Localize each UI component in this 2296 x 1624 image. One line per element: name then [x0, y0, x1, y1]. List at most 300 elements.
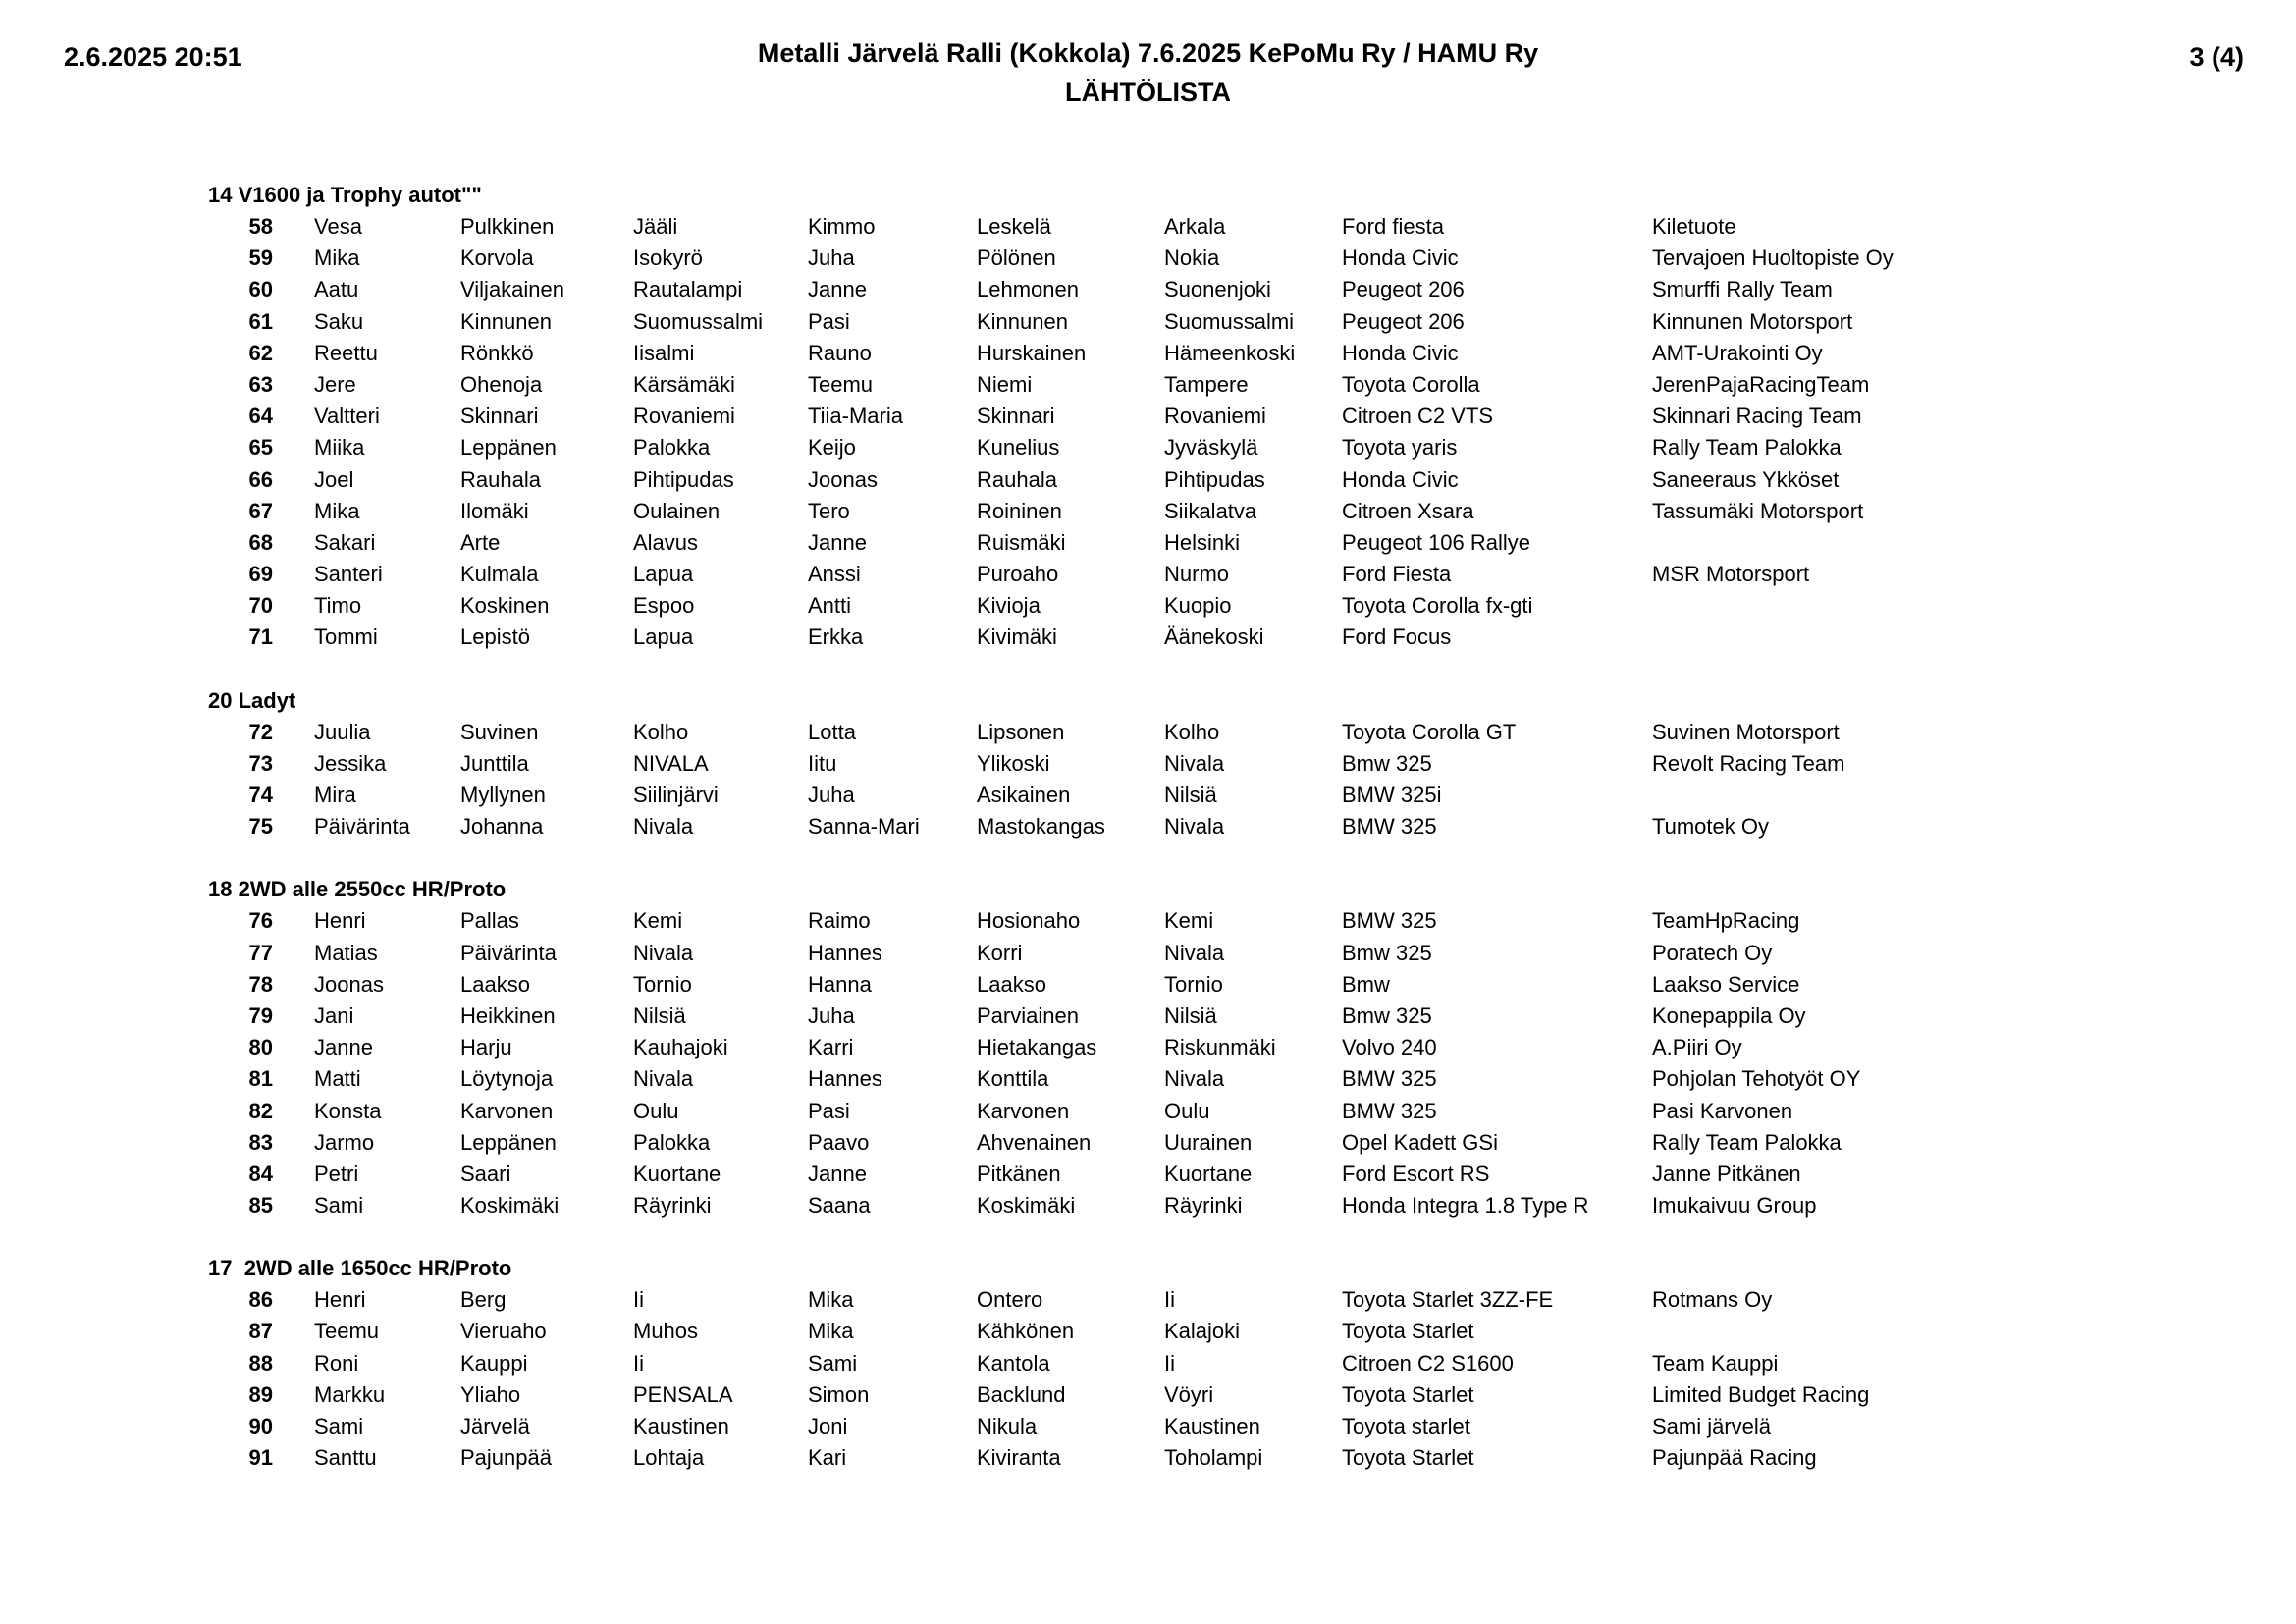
codriver-first-name: Rauno [808, 340, 872, 365]
start-number: 65 [248, 435, 273, 460]
class-heading: 14 V1600 ja Trophy autot"" [208, 183, 482, 207]
entry-row [0, 243, 2296, 274]
car-model: Toyota Starlet [1342, 1319, 1474, 1344]
entry-row [0, 1411, 2296, 1442]
entry-row [0, 1348, 2296, 1380]
driver-first-name: Vesa [314, 214, 362, 239]
codriver-hometown: Kuopio [1164, 593, 1232, 619]
codriver-hometown: Tornio [1164, 971, 1223, 997]
codriver-last-name: Korri [977, 940, 1023, 965]
driver-last-name: Myllynen [460, 783, 546, 807]
codriver-last-name: Puroaho [977, 562, 1059, 587]
codriver-hometown: Kuortane [1164, 1161, 1253, 1186]
start-number: 60 [248, 277, 273, 302]
driver-last-name: Kinnunen [460, 308, 552, 334]
team-name: Tervajoen Huoltopiste Oy [1652, 245, 1894, 271]
driver-first-name: Päivärinta [314, 814, 410, 839]
team-name: Janne Pitkänen [1652, 1161, 1801, 1186]
entry-row [0, 306, 2296, 338]
start-number: 74 [248, 783, 273, 807]
driver-first-name: Reettu [314, 340, 378, 365]
driver-last-name: Koskinen [460, 593, 550, 619]
car-model: Peugeot 206 [1342, 277, 1465, 302]
driver-first-name: Petri [314, 1161, 359, 1186]
driver-first-name: Santeri [314, 562, 383, 587]
entry-row [0, 211, 2296, 243]
driver-hometown: Iisalmi [633, 340, 695, 365]
driver-last-name: Arte [460, 529, 501, 555]
codriver-first-name: Hannes [808, 1066, 882, 1092]
driver-hometown: Espoo [633, 593, 695, 619]
codriver-hometown: Vöyri [1164, 1381, 1214, 1407]
codriver-last-name: Pitkänen [977, 1161, 1061, 1186]
team-name: Skinnari Racing Team [1652, 404, 1862, 429]
car-model: BMW 325 [1342, 1066, 1437, 1092]
codriver-last-name: Roininen [977, 498, 1062, 523]
entry-row [0, 811, 2296, 842]
codriver-first-name: Hanna [808, 971, 872, 997]
codriver-first-name: Sanna-Mari [808, 814, 920, 839]
codriver-hometown: Nivala [1164, 814, 1225, 839]
codriver-last-name: Ruismäki [977, 529, 1066, 555]
codriver-last-name: Rauhala [977, 466, 1057, 492]
codriver-hometown: Räyrinki [1164, 1193, 1243, 1218]
driver-first-name: Markku [314, 1381, 386, 1407]
start-number: 58 [248, 214, 273, 239]
entry-row [0, 1284, 2296, 1316]
car-model: BMW 325 [1342, 1098, 1437, 1123]
codriver-first-name: Sami [808, 1350, 858, 1376]
codriver-last-name: Lehmonen [977, 277, 1079, 302]
codriver-hometown: Siikalatva [1164, 498, 1257, 523]
codriver-first-name: Hannes [808, 940, 882, 965]
driver-first-name: Saku [314, 308, 364, 334]
car-model: Ford fiesta [1342, 214, 1444, 239]
start-number: 69 [248, 562, 273, 587]
codriver-last-name: Hosionaho [977, 908, 1081, 934]
driver-hometown: Rautalampi [633, 277, 743, 302]
codriver-hometown: Ii [1164, 1350, 1175, 1376]
codriver-hometown: Nilsiä [1164, 783, 1217, 807]
driver-last-name: Rönkkö [460, 340, 534, 365]
driver-last-name: Suvinen [460, 719, 539, 744]
codriver-last-name: Laakso [977, 971, 1046, 997]
entry-row [0, 1442, 2296, 1474]
driver-last-name: Pulkkinen [460, 214, 555, 239]
codriver-hometown: Helsinki [1164, 529, 1241, 555]
start-list [0, 180, 2296, 1474]
team-name: Team Kauppi [1652, 1350, 1779, 1376]
codriver-hometown: Nokia [1164, 245, 1220, 271]
car-model: Bmw 325 [1342, 750, 1432, 776]
codriver-first-name: Karri [808, 1035, 854, 1060]
driver-hometown: Lapua [633, 562, 694, 587]
codriver-last-name: Ylikoski [977, 750, 1050, 776]
car-model: Toyota Starlet 3ZZ-FE [1342, 1287, 1554, 1313]
driver-first-name: Matti [314, 1066, 361, 1092]
driver-hometown: Palokka [633, 435, 711, 460]
car-model: Honda Integra 1.8 Type R [1342, 1193, 1589, 1218]
driver-hometown: Pihtipudas [633, 466, 734, 492]
driver-hometown: Kemi [633, 908, 683, 934]
codriver-hometown: Oulu [1164, 1098, 1210, 1123]
driver-hometown: Oulu [633, 1098, 679, 1123]
team-name: Revolt Racing Team [1652, 750, 1845, 776]
codriver-first-name: Simon [808, 1381, 870, 1407]
codriver-first-name: Antti [808, 593, 852, 619]
driver-last-name: Berg [460, 1287, 507, 1313]
start-number: 79 [248, 1002, 273, 1028]
start-number: 72 [248, 719, 273, 744]
car-model: Opel Kadett GSi [1342, 1129, 1498, 1155]
start-number: 64 [248, 404, 273, 429]
codriver-hometown: Suonenjoki [1164, 277, 1271, 302]
car-model: Honda Civic [1342, 340, 1459, 365]
car-model: Citroen Xsara [1342, 498, 1474, 523]
codriver-first-name: Janne [808, 529, 867, 555]
codriver-first-name: Janne [808, 1161, 867, 1186]
codriver-last-name: Kunelius [977, 435, 1060, 460]
codriver-hometown: Suomussalmi [1164, 308, 1295, 334]
driver-hometown: Kuortane [633, 1161, 721, 1186]
codriver-last-name: Ontero [977, 1287, 1043, 1313]
car-model: Toyota Corolla [1342, 371, 1480, 397]
car-model: BMW 325 [1342, 908, 1437, 934]
driver-first-name: Matias [314, 940, 378, 965]
driver-last-name: Kulmala [460, 562, 539, 587]
entry-row [0, 1063, 2296, 1095]
driver-first-name: Juulia [314, 719, 371, 744]
codriver-hometown: Nurmo [1164, 562, 1230, 587]
codriver-hometown: Ii [1164, 1287, 1175, 1313]
start-number: 89 [248, 1381, 273, 1407]
codriver-first-name: Raimo [808, 908, 871, 934]
team-name: Kiletuote [1652, 214, 1736, 239]
team-name: Tumotek Oy [1652, 814, 1769, 839]
codriver-first-name: Tero [808, 498, 850, 523]
driver-last-name: Laakso [460, 971, 530, 997]
entry-row [0, 1001, 2296, 1032]
entry-row [0, 432, 2296, 463]
class-heading: 20 Ladyt [208, 687, 296, 713]
driver-last-name: Leppänen [460, 1129, 557, 1155]
codriver-last-name: Asikainen [977, 783, 1071, 807]
start-number: 70 [248, 593, 273, 619]
team-name: Tassumäki Motorsport [1652, 498, 1864, 523]
driver-hometown: Ii [633, 1287, 644, 1313]
entry-row [0, 527, 2296, 559]
group-spacer [0, 842, 2296, 874]
group-spacer [0, 1221, 2296, 1253]
entry-row [0, 717, 2296, 748]
codriver-hometown: Äänekoski [1164, 624, 1264, 650]
driver-first-name: Mika [314, 498, 360, 523]
team-name: Saneeraus Ykköset [1652, 466, 1840, 492]
codriver-last-name: Kivimäki [977, 624, 1057, 650]
codriver-last-name: Kantola [977, 1350, 1050, 1376]
driver-hometown: Oulainen [633, 498, 721, 523]
driver-hometown: NIVALA [633, 750, 709, 776]
team-name: AMT-Urakointi Oy [1652, 340, 1823, 365]
codriver-first-name: Erkka [808, 624, 864, 650]
entry-row [0, 369, 2296, 401]
codriver-last-name: Hietakangas [977, 1035, 1097, 1060]
team-name: Pohjolan Tehotyöt OY [1652, 1066, 1861, 1092]
driver-last-name: Vieruaho [460, 1319, 547, 1344]
driver-hometown: Lohtaja [633, 1445, 705, 1471]
driver-first-name: Jere [314, 371, 356, 397]
driver-first-name: Mika [314, 245, 360, 271]
driver-last-name: Korvola [460, 245, 534, 271]
start-number: 61 [248, 308, 273, 334]
start-number: 85 [248, 1193, 273, 1218]
codriver-first-name: Pasi [808, 1098, 850, 1123]
entry-row [0, 1096, 2296, 1127]
start-number: 82 [248, 1098, 273, 1123]
driver-last-name: Skinnari [460, 404, 539, 429]
driver-first-name: Miika [314, 435, 365, 460]
codriver-last-name: Kähkönen [977, 1319, 1075, 1344]
car-model: BMW 325 [1342, 814, 1437, 839]
start-number: 78 [248, 971, 273, 997]
car-model: Honda Civic [1342, 466, 1459, 492]
driver-first-name: Jarmo [314, 1129, 375, 1155]
codriver-last-name: Karvonen [977, 1098, 1070, 1123]
driver-last-name: Junttila [460, 750, 529, 776]
entry-row [0, 969, 2296, 1001]
driver-first-name: Santtu [314, 1445, 377, 1471]
entry-row [0, 590, 2296, 622]
driver-last-name: Pallas [460, 908, 519, 934]
codriver-first-name: Juha [808, 1002, 855, 1028]
start-number: 81 [248, 1066, 273, 1092]
team-name: MSR Motorsport [1652, 562, 1810, 587]
car-model: Honda Civic [1342, 245, 1459, 271]
driver-last-name: Karvonen [460, 1098, 554, 1123]
driver-last-name: Järvelä [460, 1414, 530, 1438]
codriver-last-name: Niemi [977, 371, 1033, 397]
codriver-hometown: Pihtipudas [1164, 466, 1265, 492]
driver-hometown: Kolho [633, 719, 689, 744]
team-name: TeamHpRacing [1652, 908, 1800, 934]
codriver-last-name: Ahvenainen [977, 1129, 1092, 1155]
driver-last-name: Saari [460, 1161, 511, 1186]
team-name: Poratech Oy [1652, 940, 1773, 965]
driver-hometown: Nilsiä [633, 1002, 686, 1028]
codriver-first-name: Mika [808, 1287, 854, 1313]
driver-first-name: Timo [314, 593, 362, 619]
start-number: 83 [248, 1129, 273, 1155]
car-model: Peugeot 106 Rallye [1342, 529, 1531, 555]
driver-hometown: Kärsämäki [633, 371, 735, 397]
driver-first-name: Roni [314, 1350, 359, 1376]
codriver-first-name: Joonas [808, 466, 878, 492]
class-heading: 17 2WD alle 1650cc HR/Proto [208, 1256, 512, 1281]
driver-last-name: Pajunpää [460, 1445, 552, 1471]
driver-hometown: Lapua [633, 624, 694, 650]
start-number: 80 [248, 1035, 273, 1060]
entry-row [0, 938, 2296, 969]
driver-hometown: Palokka [633, 1129, 711, 1155]
team-name: Rally Team Palokka [1652, 435, 1842, 460]
driver-last-name: Koskimäki [460, 1193, 560, 1218]
codriver-last-name: Skinnari [977, 404, 1055, 429]
codriver-last-name: Lipsonen [977, 719, 1065, 744]
codriver-first-name: Janne [808, 277, 867, 302]
car-model: Ford Fiesta [1342, 562, 1452, 587]
start-number: 87 [248, 1319, 273, 1344]
start-number: 73 [248, 750, 273, 776]
codriver-last-name: Kiviranta [977, 1445, 1061, 1471]
driver-last-name: Yliaho [460, 1381, 521, 1407]
driver-last-name: Ohenoja [460, 371, 543, 397]
driver-first-name: Aatu [314, 277, 359, 302]
driver-hometown: Kaustinen [633, 1414, 729, 1438]
codriver-hometown: Kalajoki [1164, 1319, 1241, 1344]
codriver-last-name: Kivioja [977, 593, 1041, 619]
driver-hometown: Kauhajoki [633, 1035, 728, 1060]
codriver-first-name: Kimmo [808, 214, 876, 239]
driver-first-name: Sami [314, 1193, 364, 1218]
codriver-last-name: Koskimäki [977, 1193, 1076, 1218]
driver-hometown: Suomussalmi [633, 308, 764, 334]
start-number: 90 [248, 1414, 273, 1438]
start-number: 68 [248, 529, 273, 555]
team-name: Rally Team Palokka [1652, 1129, 1842, 1155]
team-name: A.Piiri Oy [1652, 1035, 1742, 1060]
driver-first-name: Joonas [314, 971, 384, 997]
driver-last-name: Heikkinen [460, 1002, 556, 1028]
codriver-first-name: Iitu [808, 750, 837, 776]
codriver-last-name: Konttila [977, 1066, 1049, 1092]
driver-first-name: Sami [314, 1414, 364, 1438]
codriver-first-name: Kari [808, 1445, 847, 1471]
start-number: 67 [248, 498, 273, 523]
car-model: Toyota Starlet [1342, 1445, 1474, 1471]
car-model: Toyota starlet [1342, 1414, 1470, 1438]
class-heading: 18 2WD alle 2550cc HR/Proto [208, 877, 507, 902]
start-number: 91 [248, 1445, 273, 1471]
codriver-hometown: Jyväskylä [1164, 435, 1258, 460]
entry-row [0, 780, 2296, 811]
group-spacer [0, 654, 2296, 685]
start-number: 86 [248, 1287, 273, 1313]
entry-row [0, 1380, 2296, 1411]
codriver-first-name: Anssi [808, 562, 861, 587]
codriver-last-name: Pölönen [977, 245, 1056, 271]
codriver-first-name: Saana [808, 1193, 871, 1218]
codriver-hometown: Nilsiä [1164, 1002, 1217, 1028]
entry-row [0, 905, 2296, 937]
car-model: Toyota Starlet [1342, 1381, 1474, 1407]
entry-row [0, 1190, 2296, 1221]
driver-hometown: Ii [633, 1350, 644, 1376]
driver-first-name: Teemu [314, 1319, 380, 1344]
start-number: 63 [248, 371, 273, 397]
entry-row [0, 274, 2296, 305]
codriver-hometown: Tampere [1164, 371, 1249, 397]
driver-hometown: Nivala [633, 940, 694, 965]
entry-row [0, 1316, 2296, 1347]
driver-last-name: Lepistö [460, 624, 530, 650]
team-name: JerenPajaRacingTeam [1652, 371, 1870, 397]
entry-row [0, 748, 2296, 780]
car-model: Toyota Corolla GT [1342, 719, 1517, 744]
driver-first-name: Henri [314, 908, 366, 934]
start-number: 75 [248, 814, 273, 839]
start-number: 66 [248, 466, 273, 492]
codriver-last-name: Parviainen [977, 1002, 1079, 1028]
driver-first-name: Jessika [314, 750, 387, 776]
driver-first-name: Konsta [314, 1098, 382, 1123]
car-model: Bmw [1342, 971, 1390, 997]
codriver-first-name: Teemu [808, 371, 874, 397]
driver-hometown: Tornio [633, 971, 692, 997]
driver-hometown: Nivala [633, 1066, 694, 1092]
car-model: Bmw 325 [1342, 940, 1432, 965]
start-number: 77 [248, 940, 273, 965]
codriver-hometown: Kemi [1164, 908, 1214, 934]
codriver-hometown: Toholampi [1164, 1445, 1263, 1471]
team-name: Pajunpää Racing [1652, 1445, 1817, 1471]
codriver-hometown: Nivala [1164, 1066, 1225, 1092]
entry-row [0, 464, 2296, 496]
codriver-hometown: Kolho [1164, 719, 1220, 744]
codriver-first-name: Mika [808, 1319, 854, 1344]
driver-hometown: Rovaniemi [633, 404, 735, 429]
team-name: Konepappila Oy [1652, 1002, 1806, 1028]
codriver-hometown: Nivala [1164, 750, 1225, 776]
driver-first-name: Sakari [314, 529, 376, 555]
driver-hometown: Nivala [633, 814, 694, 839]
codriver-first-name: Lotta [808, 719, 856, 744]
driver-last-name: Ilomäki [460, 498, 529, 523]
team-name: Imukaivuu Group [1652, 1193, 1817, 1218]
driver-first-name: Mira [314, 783, 356, 807]
document-subtitle: LÄHTÖLISTA [1065, 78, 1231, 107]
team-name: Pasi Karvonen [1652, 1098, 1793, 1123]
driver-hometown: Siilinjärvi [633, 783, 719, 807]
codriver-first-name: Juha [808, 245, 855, 271]
car-model: BMW 325i [1342, 783, 1442, 807]
car-model: Citroen C2 VTS [1342, 404, 1494, 429]
codriver-hometown: Riskunmäki [1164, 1035, 1276, 1060]
start-number: 71 [248, 624, 273, 650]
driver-last-name: Johanna [460, 814, 544, 839]
car-model: Volvo 240 [1342, 1035, 1437, 1060]
team-name: Rotmans Oy [1652, 1287, 1773, 1313]
driver-first-name: Valtteri [314, 404, 380, 429]
driver-last-name: Harju [460, 1035, 512, 1060]
driver-hometown: Muhos [633, 1319, 699, 1344]
car-model: Toyota Corolla fx-gti [1342, 593, 1533, 619]
codriver-last-name: Backlund [977, 1381, 1066, 1407]
start-number: 88 [248, 1350, 273, 1376]
driver-first-name: Henri [314, 1287, 366, 1313]
codriver-first-name: Tiia-Maria [808, 404, 903, 429]
codriver-hometown: Rovaniemi [1164, 404, 1266, 429]
codriver-last-name: Leskelä [977, 214, 1051, 239]
codriver-first-name: Keijo [808, 435, 856, 460]
codriver-last-name: Nikula [977, 1414, 1038, 1438]
page-number: 3 (4) [2189, 42, 2244, 72]
codriver-first-name: Pasi [808, 308, 850, 334]
entry-row [0, 1032, 2296, 1063]
driver-last-name: Leppänen [460, 435, 557, 460]
car-model: Ford Escort RS [1342, 1161, 1490, 1186]
driver-last-name: Löytynoja [460, 1066, 554, 1092]
start-number: 84 [248, 1161, 273, 1186]
